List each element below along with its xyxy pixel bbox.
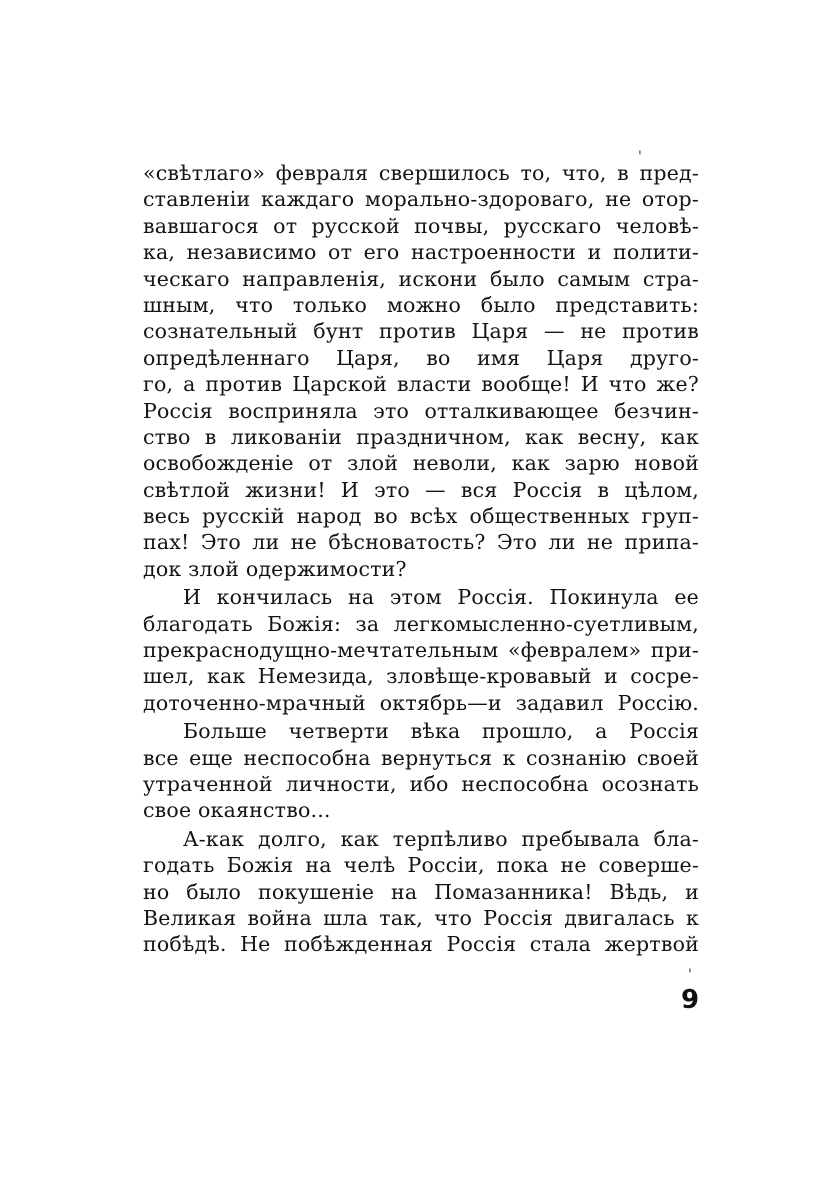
text-line: ставленіи каждаго морально-здороваго, не отор- — [143, 187, 699, 212]
text-line: прекраснодущно-мечтательным «февралем» при- — [143, 638, 699, 663]
paragraph-1 — [143, 160, 699, 582]
text-line: ство в ликованіи праздничном, как весну, как — [143, 424, 699, 449]
text-line: годать Божія на челѣ Россіи, пока не соверше- — [143, 853, 699, 878]
text-line: все еще неспособна вернуться к сознанію своей — [143, 745, 699, 770]
text-line: вавшагося от русской почвы, русскаго человѣ- — [143, 213, 699, 238]
text-line: И кончилась на этом Россія. Покинула ее — [183, 585, 699, 610]
text-line: опредѣленнаго Царя, во имя Царя друго- — [143, 345, 699, 370]
text-line: весь русскій народ во всѣх общественных груп- — [143, 504, 699, 529]
text-line: свое окаянство... — [143, 798, 331, 823]
text-line: утраченной личности, ибо неспособна осознать — [143, 771, 699, 796]
print-mark-bottom: ' — [688, 967, 692, 983]
text-line: побѣдѣ. Не побѣжденная Россія стала жертвой — [143, 932, 699, 957]
text-line: освобожденіе от злой неволи, как зарю новой — [143, 451, 699, 476]
text-line: сознательный бунт против Царя — не против — [143, 319, 699, 344]
text-line: доточенно-мрачный октябрь—и задавил Россію. — [143, 690, 699, 715]
text-line: шным, что только можно было представить: — [143, 292, 699, 317]
text-line: Великая война шла так, что Россія двигалась к — [143, 905, 699, 930]
text-line: Больше четверти вѣка прошло, а Россія — [183, 719, 699, 744]
body-text — [143, 160, 699, 958]
text-line: «свѣтлаго» февраля свершилось то, что, в пред- — [143, 161, 699, 185]
text-line: Россія восприняла это отталкивающее безчин- — [143, 398, 699, 423]
text-line: шел, как Немезида, зловѣще-кровавый и сосре- — [143, 664, 699, 689]
paragraph-2 — [143, 584, 699, 716]
text-line: ческаго направленія, искони было самым стра- — [143, 266, 699, 291]
text-line: ка, независимо от его настроенности и полити- — [143, 240, 699, 265]
text-line: но было покушеніе на Помазанника! Вѣдь, и — [143, 879, 699, 904]
text-line: пах! Это ли не бѣсноватость? Это ли не припа- — [143, 530, 699, 555]
text-line: свѣтлой жизни! И это — вся Россія в цѣлом, — [143, 477, 699, 502]
paragraph-3 — [143, 718, 699, 824]
page-number: 9 — [681, 985, 700, 1015]
text-line: док злой одержимости? — [143, 556, 407, 581]
print-mark-top: ' — [638, 149, 642, 165]
text-line: А-как долго, как терпѣливо пребывала бла- — [183, 826, 699, 851]
text-line: го, а против Царской власти вообще! И что же? — [143, 372, 699, 397]
text-line: благодать Божія: за легкомысленно-суетливым, — [143, 611, 699, 636]
paragraph-4 — [143, 826, 699, 958]
